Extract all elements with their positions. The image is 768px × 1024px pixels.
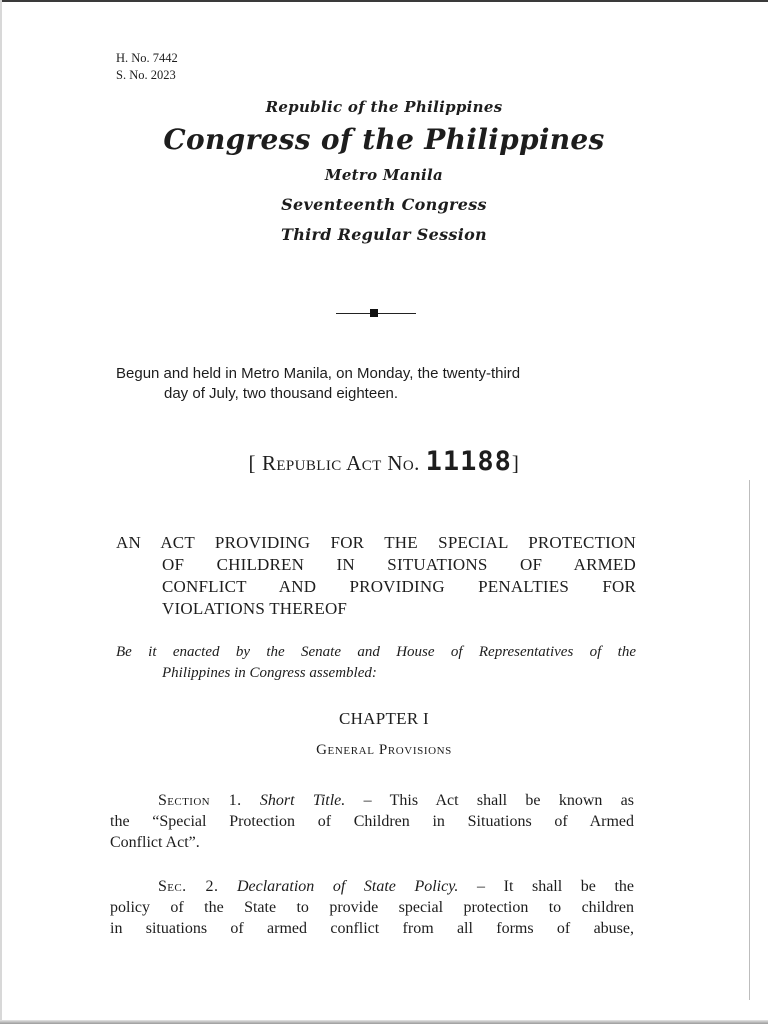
page-edge-bottom [0,1020,768,1024]
chapter-number: CHAPTER I [338,709,430,728]
section-1-label: Section 1. [158,792,242,809]
ra-number: 11188 [425,446,512,477]
enacting-clause-line-2: Philippines in Congress assembled: [162,665,377,681]
section-2 [110,876,634,939]
ra-open-bracket: [ [248,451,257,475]
section-2-line-2: policy of the State to provide special protection to children [110,899,634,916]
document-header [0,96,768,246]
chapter-title: General Provisions [316,742,452,758]
location-heading: Metro Manila [324,166,444,184]
section-2-dash: – [477,878,486,895]
section-2-label: Sec. 2. [158,878,219,895]
section-2-heading: Declaration of State Policy. [236,878,459,895]
section-1-line-2: the “Special Protection of Children in Situations of Armed [110,813,634,830]
enacting-clause-line-1: Be it enacted by the Senate and House of Representatives of the [116,644,636,660]
section-1 [110,790,634,853]
section-1-line-1 [110,790,634,811]
section-1-line-3: Conflict Act”. [110,834,200,851]
section-2-text: It shall be the [503,878,635,895]
ornament-divider [336,308,416,318]
section-2-line-1 [110,876,634,897]
republic-heading: Republic of the Philippines [265,98,503,116]
section-1-dash: – [363,792,372,809]
congress-heading: Congress of the Philippines [163,123,605,156]
act-title [116,532,636,620]
ra-close-bracket: ] [511,451,520,475]
house-bill-number: H. No. 7442 [116,51,178,65]
enacting-clause [116,642,636,684]
act-title-line-4: VIOLATIONS THEREOF [162,599,348,618]
ra-prefix: Republic Act No. [261,451,420,475]
republic-act-title [0,446,768,477]
senate-bill-number: S. No. 2023 [116,68,176,82]
begun-line-2: day of July, two thousand eighteen. [164,385,399,402]
section-2-line-3: in situations of armed conflict from all forms of abuse, [110,920,634,937]
section-1-heading: Short Title. [259,792,346,809]
session-heading: Third Regular Session [281,225,487,244]
section-1-text: This Act shall be known as [389,792,634,809]
page-edge-right [749,480,750,1000]
ornament-square-icon [370,309,378,317]
bill-numbers [116,50,178,84]
act-title-line-1: AN ACT PROVIDING FOR THE SPECIAL PROTECTION [116,533,636,552]
congress-number-heading: Seventeenth Congress [281,195,487,214]
begun-line-1: Begun and held in Metro Manila, on Monday, the twenty-third [116,365,521,382]
begun-statement [116,364,646,404]
page-edge-top [0,0,768,2]
act-title-line-3: CONFLICT AND PROVIDING PENALTIES FOR [162,577,636,596]
act-title-line-2: OF CHILDREN IN SITUATIONS OF ARMED [162,555,636,574]
